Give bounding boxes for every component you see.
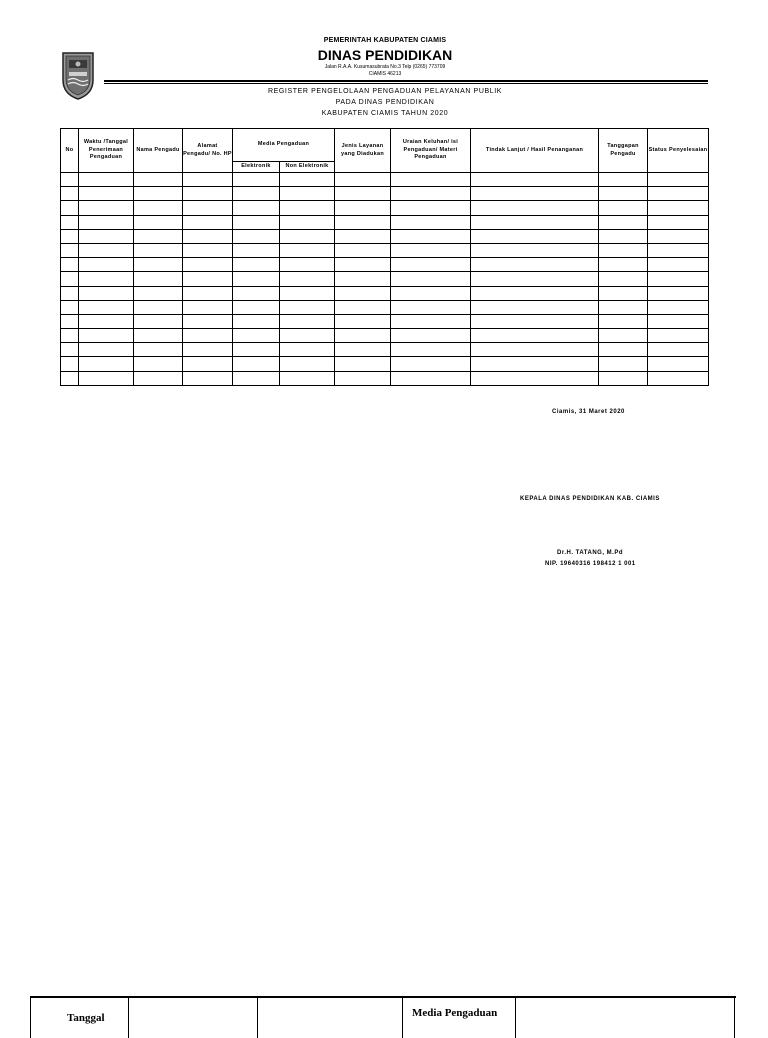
table-cell [599,314,648,328]
table-cell [233,272,280,286]
table-row [61,229,709,243]
table-cell [471,300,599,314]
table-cell [183,187,233,201]
table-cell [183,258,233,272]
table-cell [335,272,391,286]
table-row [61,286,709,300]
table-cell [335,286,391,300]
table-row [61,329,709,343]
table-cell [391,173,471,187]
table-cell [391,357,471,371]
table-cell [134,187,183,201]
table-cell [233,371,280,385]
document-title: REGISTER PENGELOLAAN PENGADUAN PELAYANAN PUBLIK [267,88,503,95]
table-cell [599,258,648,272]
col-header-jenis: Jenis Layanan yang Diadukan [335,129,391,173]
table-cell [280,243,335,257]
letterhead-rule-thin [104,83,708,84]
table-cell [134,215,183,229]
signatory-nip: NIP. 19640316 198412 1 001 [545,561,636,567]
signatory-name: Dr.H. TATANG, M.Pd [557,550,623,556]
col-header-tanggapan: Tanggapan Pengadu [599,129,648,173]
table-cell [233,215,280,229]
table-cell [599,243,648,257]
table-cell [134,357,183,371]
table-cell [183,300,233,314]
table-cell [79,215,134,229]
table-cell [391,258,471,272]
table-cell [183,272,233,286]
table-cell [648,229,709,243]
col-header-nama: Nama Pengadu [134,129,183,173]
table-cell [391,371,471,385]
table-cell [280,187,335,201]
table-cell [648,215,709,229]
table-row [61,243,709,257]
table-cell [471,329,599,343]
table-cell [335,357,391,371]
table-cell [183,371,233,385]
col-header-no: No [61,129,79,173]
table-cell [134,371,183,385]
table-cell [335,215,391,229]
col-header-elektronik: Elektronik [233,162,280,173]
table-cell [134,201,183,215]
table-cell [79,314,134,328]
table-cell [335,371,391,385]
table-cell [391,201,471,215]
table-row [61,272,709,286]
table-cell [648,258,709,272]
col-header-tindak: Tindak Lanjut / Hasil Penanganan [471,129,599,173]
table-cell [183,314,233,328]
table-cell [280,343,335,357]
table-cell [61,329,79,343]
signatory-position: KEPALA DINAS PENDIDIKAN KAB. CIAMIS [520,496,660,502]
table-cell [335,201,391,215]
table-cell [61,343,79,357]
col-header-non-elektronik: Non Elektronik [280,162,335,173]
table-cell [335,343,391,357]
table-cell [233,314,280,328]
next-page-media-header: Media Pengaduan [412,1007,498,1019]
table-cell [183,243,233,257]
col-header-uraian: Uraian Keluhan/ isi Pengaduan/ Materi Pengaduan [391,129,471,173]
letterhead-rule [104,80,708,82]
table-cell [134,286,183,300]
table-row [61,343,709,357]
table-cell [134,343,183,357]
table-row [61,215,709,229]
table-cell [280,329,335,343]
table-cell [599,357,648,371]
table-cell [648,201,709,215]
table-cell [471,215,599,229]
table-cell [471,229,599,243]
table-cell [233,343,280,357]
table-cell [335,229,391,243]
table-cell [471,258,599,272]
table-row [61,357,709,371]
table-cell [280,357,335,371]
next-page-table-fragment [30,996,736,1038]
table-cell [183,329,233,343]
table-cell [280,371,335,385]
table-cell [79,258,134,272]
table-cell [648,243,709,257]
table-cell [280,300,335,314]
table-cell [599,215,648,229]
table-cell [79,329,134,343]
table-cell [183,357,233,371]
table-cell [79,243,134,257]
document-subtitle: PADA DINAS PENDIDIKAN [335,99,435,106]
table-cell [233,357,280,371]
table-cell [471,187,599,201]
table-cell [61,243,79,257]
table-cell [599,272,648,286]
table-cell [648,329,709,343]
table-cell [61,201,79,215]
table-cell [335,173,391,187]
table-cell [61,300,79,314]
table-cell [233,329,280,343]
table-cell [79,343,134,357]
table-cell [233,300,280,314]
table-cell [183,173,233,187]
table-cell [471,243,599,257]
table-cell [280,215,335,229]
table-cell [61,314,79,328]
table-cell [233,173,280,187]
table-cell [61,357,79,371]
table-cell [61,215,79,229]
document-subtitle-year: KABUPATEN CIAMIS TAHUN 2020 [321,110,449,117]
table-cell [134,229,183,243]
table-row [61,300,709,314]
table-cell [61,371,79,385]
table-cell [335,300,391,314]
table-cell [183,343,233,357]
table-cell [134,173,183,187]
table-cell [79,286,134,300]
table-cell [233,229,280,243]
table-cell [183,201,233,215]
table-cell [79,357,134,371]
table-cell [648,286,709,300]
table-cell [335,258,391,272]
table-cell [280,258,335,272]
table-row [61,173,709,187]
table-cell [471,371,599,385]
table-cell [79,173,134,187]
table-cell [599,187,648,201]
table-cell [183,286,233,300]
table-cell [391,229,471,243]
table-cell [79,300,134,314]
table-cell [391,187,471,201]
table-cell [471,357,599,371]
table-cell [599,371,648,385]
table-cell [233,243,280,257]
col-header-status: Status Penyelesaian [648,129,709,173]
table-cell [471,314,599,328]
office-city: CIAMIS 46213 [368,71,402,77]
table-cell [280,173,335,187]
table-cell [391,300,471,314]
table-cell [599,286,648,300]
government-name: PEMERINTAH KABUPATEN CIAMIS [323,37,447,44]
table-cell [61,258,79,272]
table-cell [648,187,709,201]
register-body [61,173,709,386]
table-cell [134,329,183,343]
table-cell [79,371,134,385]
table-cell [391,215,471,229]
table-cell [79,187,134,201]
table-cell [183,215,233,229]
table-cell [61,187,79,201]
table-cell [599,343,648,357]
table-cell [335,314,391,328]
table-cell [471,286,599,300]
table-cell [648,272,709,286]
table-cell [648,357,709,371]
table-cell [134,258,183,272]
table-cell [471,173,599,187]
table-cell [335,187,391,201]
table-cell [648,173,709,187]
table-cell [79,272,134,286]
table-cell [61,229,79,243]
table-cell [61,272,79,286]
next-page-tanggal-header: Tanggal [67,1012,105,1024]
table-cell [599,229,648,243]
table-cell [183,229,233,243]
table-cell [599,329,648,343]
col-header-alamat: Alamat Pengadu/ No. HP [183,129,233,173]
table-cell [599,300,648,314]
table-cell [134,314,183,328]
table-cell [280,229,335,243]
table-row [61,258,709,272]
table-row [61,201,709,215]
table-cell [391,329,471,343]
table-cell [61,173,79,187]
department-name: DINAS PENDIDIKAN [317,47,453,63]
place-date: Ciamis, 31 Maret 2020 [552,409,625,415]
table-cell [471,272,599,286]
table-cell [61,286,79,300]
table-cell [471,201,599,215]
table-row [61,187,709,201]
col-header-waktu: Waktu /Tanggal Penerimaan Pengaduan [79,129,134,173]
table-cell [233,258,280,272]
table-cell [648,371,709,385]
table-cell [134,272,183,286]
table-cell [280,272,335,286]
table-cell [391,343,471,357]
table-cell [599,201,648,215]
table-cell [391,243,471,257]
table-cell [280,201,335,215]
office-address: Jalan R.A.A. Kusumasubrata No.3 Telp (0265) 773709 [324,64,446,70]
table-cell [391,314,471,328]
crest-shield-icon [60,50,96,100]
table-cell [648,343,709,357]
table-cell [648,300,709,314]
table-cell [233,286,280,300]
table-cell [391,286,471,300]
table-cell [471,343,599,357]
table-cell [280,286,335,300]
table-cell [280,314,335,328]
table-cell [391,272,471,286]
table-cell [233,187,280,201]
complaint-register-table [60,128,709,386]
table-cell [233,201,280,215]
table-cell [79,201,134,215]
col-header-media: Media Pengaduan [233,129,335,162]
table-row [61,314,709,328]
table-cell [335,243,391,257]
table-cell [648,314,709,328]
table-cell [134,243,183,257]
table-row [61,371,709,385]
table-cell [335,329,391,343]
table-cell [599,173,648,187]
table-cell [134,300,183,314]
table-cell [79,229,134,243]
